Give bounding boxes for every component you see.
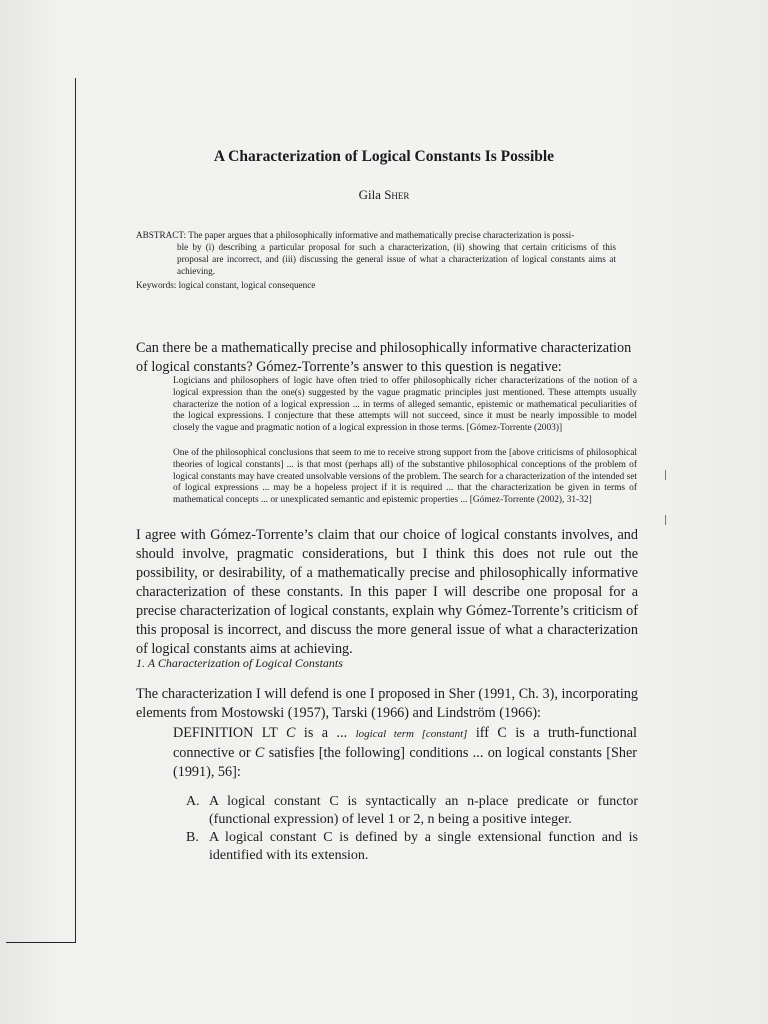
paragraph-characterization: The characterization I will defend is one I proposed in Sher (1991, Ch. 3), incorporating elements from Mostowski (1957), Tarski (1966) and Lindström (1966): [136,686,638,721]
author-first-name: Gila [358,187,381,202]
scan-artifact [665,515,666,525]
definition-var: C [286,725,296,741]
paragraph-agreement: I agree with Gómez-Torrente’s claim that our choice of logical constants involves, and should involve, pragmatic considerations, but I think this does not rule out the possibility, or desirability, of a mathematically precise and philosophically informative characterization of these constants. In this paper I will describe one proposal for a precise characterization of logical constants, explain why Gómez-Torrente’s criticism of this proposal is incorrect, and discuss the more general issue of what a characterization of logical constants aims at achieving. [136,527,638,657]
definition-term: logical term [constant] [355,728,468,740]
keywords [136,280,616,290]
definition-mid1: is a ... [295,725,356,741]
title-text: A Characterization of Logical Constants Is Possible [213,148,555,165]
list-item-text: A logical constant C is defined by a single extensional function and is identified with its extension. [209,830,638,863]
binding-margin-line [75,78,76,943]
definition-var2: C [254,745,265,761]
list-item [186,793,638,829]
list-item [186,829,638,865]
abstract-rest: ble by (i) describing a particular proposal for such a characterization, (ii) showing that certain criticisms of this proposal are incorrect, and (iii) discussing the general issue of what a characterization of logical constants aims at achieving. [177,242,616,276]
definition-lead: DEFINITION LT [173,725,287,741]
abstract-label: ABSTRACT: [136,230,187,240]
definition-tail: satisfies [the following] conditions ... on logical constants [Sher (1991), 56]: [173,745,637,780]
abstract-first-line [136,229,616,241]
scan-artifact [665,470,666,480]
abstract-line1: The paper argues that a philosophically informative and mathematically precise characterization is possi- [186,230,575,240]
margin-tick-line [6,942,76,943]
block-quote-1: Logicians and philosophers of logic have often tried to offer philosophically richer characterizations of the notion of a logical expression than the one(s) suggested by the vague pragmatic principles just mentioned. These attempts usually characterize the notion of a logical expression ... in terms of alleged semantic, epistemic or mathematical peculiarities of the logical expressions. I conjecture that these attempts will not succeed, since it must be nearly impossible to model closely the vague and pragmatic notion of a logical expression in those terms. [Gómez-Torrente (2003)] [173,376,637,434]
definition-block [173,724,637,782]
keywords-label: Keywords: [136,280,177,290]
list-item-label: A. [186,794,200,809]
author-line [0,187,768,203]
condition-list [186,793,638,865]
abstract [136,229,616,277]
paragraph-intro: Can there be a mathematically precise and philosophically informative characterization of logical constants? Gómez-Torrente’s answer to this question is negative: [136,340,632,375]
author-last-name: Sher [384,187,410,202]
block-quote-2: One of the philosophical conclusions that seem to me to receive strong support from the [above criticisms of philosophical theories of logical constants] ... is that most (perhaps all) of the substantive philosophical conceptions of the problem of logical constants may have created unsolvable versions of the problem. The search for a characterization of the intended set of logical expressions ... may be a hopeless project if it is required ... that the characterization be given in terms of mathematical concepts ... or unexplicated semantic and epistemic properties ... [Gómez-Torrente (2002), 31-32] [173,448,637,506]
list-item-text: A logical constant C is syntactically an n-place predicate or functor (functional expression) of level 1 or 2, n being a positive integer. [209,794,638,827]
definition-mid2: iff C is a truth-functional connective or [173,725,637,761]
keywords-text: logical constant, logical consequence [176,280,316,290]
section-heading: 1. A Characterization of Logical Constants [136,656,343,670]
list-item-label: B. [186,830,199,845]
paper-title [0,148,768,166]
